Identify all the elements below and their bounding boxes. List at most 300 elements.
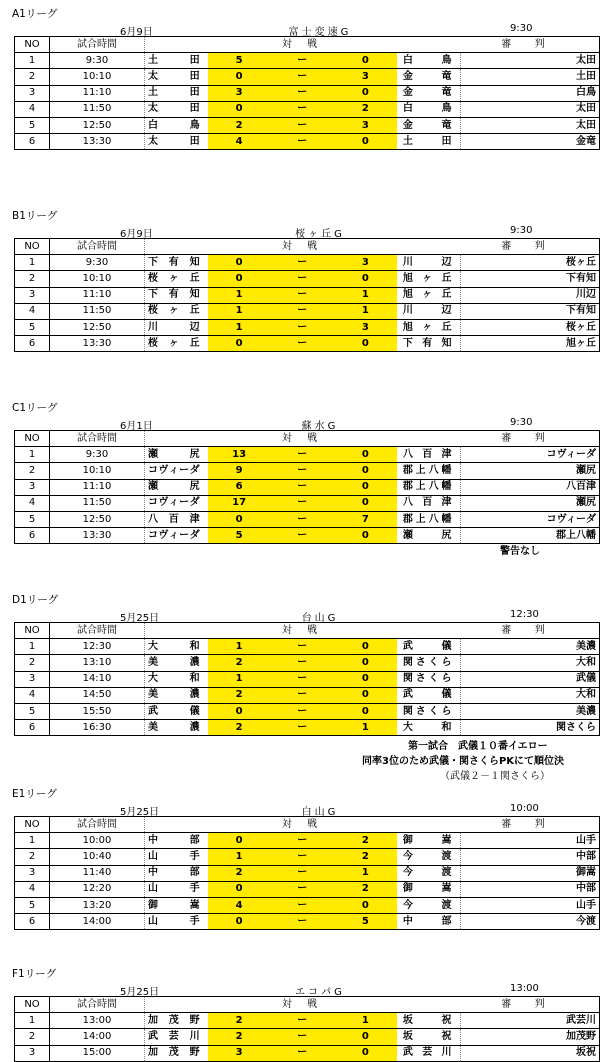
home-score: 9 xyxy=(208,463,271,479)
table-row xyxy=(15,479,600,495)
home-team xyxy=(145,720,208,736)
score-dash: ー xyxy=(271,255,334,271)
score-dash: ー xyxy=(271,463,334,479)
venue-name: 富士変速G xyxy=(288,27,352,38)
referee: 白鳥 xyxy=(460,85,600,101)
score-dash: ー xyxy=(271,479,334,495)
referee: 下有知 xyxy=(460,303,600,319)
league-name: C1リーグ xyxy=(12,402,58,414)
away-score: 3 xyxy=(334,319,397,335)
home-team xyxy=(145,85,208,101)
home-score: 2 xyxy=(208,687,271,703)
table-row xyxy=(15,865,600,881)
team-char: ヶ xyxy=(168,272,179,284)
away-team xyxy=(397,255,460,271)
team-char: 知 xyxy=(441,337,452,349)
table-header xyxy=(15,817,600,833)
home-team xyxy=(145,671,208,687)
table-row xyxy=(15,849,600,865)
league-name: B1リーグ xyxy=(12,210,58,222)
team-char: 中 xyxy=(148,867,158,879)
team-char: 津 xyxy=(189,513,200,525)
away-team xyxy=(397,336,460,352)
team-char: 金 xyxy=(402,119,413,131)
team-char: 郡 xyxy=(402,513,413,525)
team-char: 今 xyxy=(402,899,413,911)
team-char: 手 xyxy=(189,915,200,927)
referee: 太田 xyxy=(460,53,600,69)
away-score: 3 xyxy=(334,117,397,133)
referee: 御嵩 xyxy=(460,865,600,881)
away-team xyxy=(397,53,460,69)
match-time: 13:30 xyxy=(50,528,145,544)
team-char: 茂 xyxy=(168,1047,179,1059)
home-score: 1 xyxy=(208,303,271,319)
team-char: ら xyxy=(441,656,452,668)
header-no: NO xyxy=(15,623,50,639)
away-team xyxy=(397,1045,460,1061)
schedule-table xyxy=(14,816,600,930)
referee: 山手 xyxy=(460,833,600,849)
table-row xyxy=(15,1029,600,1045)
referee: 山手 xyxy=(460,897,600,913)
match-no: 3 xyxy=(15,85,50,101)
team-char: く xyxy=(428,656,439,668)
schedule-table xyxy=(14,996,600,1062)
referee: 中部 xyxy=(460,881,600,897)
home-score: 4 xyxy=(208,134,271,150)
table-row xyxy=(15,117,600,133)
table-row xyxy=(15,1013,600,1029)
away-team xyxy=(397,287,460,303)
home-score: 1 xyxy=(208,319,271,335)
score-dash: ー xyxy=(271,1029,334,1045)
referee: 瀬尻 xyxy=(460,495,600,511)
venue-name: 台山G xyxy=(301,613,339,624)
away-team xyxy=(397,117,460,133)
score-dash: ー xyxy=(271,1045,334,1061)
score-dash: ー xyxy=(271,639,334,655)
match-time: 16:30 xyxy=(50,720,145,736)
team-char: 丘 xyxy=(189,337,200,349)
away-score: 5 xyxy=(334,914,397,930)
match-time: 11:50 xyxy=(50,303,145,319)
away-score: 1 xyxy=(334,287,397,303)
team-char: 百 xyxy=(168,513,179,525)
team-char: 有 xyxy=(422,337,433,349)
home-team xyxy=(145,303,208,319)
away-score: 0 xyxy=(334,134,397,150)
team-char: 部 xyxy=(189,867,200,879)
score-dash: ー xyxy=(271,720,334,736)
home-team xyxy=(145,255,208,271)
away-team xyxy=(397,720,460,736)
table-row xyxy=(15,687,600,703)
home-team xyxy=(145,865,208,881)
team-char: 今 xyxy=(402,850,413,862)
team-char: 川 xyxy=(148,321,158,333)
match-no: 6 xyxy=(15,134,50,150)
team-char: 濃 xyxy=(189,721,200,733)
score-dash: ー xyxy=(271,914,334,930)
match-no: 5 xyxy=(15,117,50,133)
team-char: 丘 xyxy=(441,321,452,333)
match-no: 2 xyxy=(15,463,50,479)
team-char: 祝 xyxy=(441,1014,452,1026)
away-team xyxy=(397,865,460,881)
away-score: 0 xyxy=(334,687,397,703)
team-char: 中 xyxy=(148,834,158,846)
team-char: 八 xyxy=(148,513,158,525)
away-team xyxy=(397,914,460,930)
team-char: 田 xyxy=(441,135,452,147)
team-char: 嵩 xyxy=(441,883,452,895)
team-char: 渡 xyxy=(441,850,452,862)
league-name: A1リーグ xyxy=(12,8,58,20)
away-score: 3 xyxy=(334,69,397,85)
away-team xyxy=(397,655,460,671)
score-dash: ー xyxy=(271,865,334,881)
team-char: 桜 xyxy=(148,337,158,349)
team-char: 加 xyxy=(148,1014,158,1026)
referee: 土田 xyxy=(460,69,600,85)
team-char: 儀 xyxy=(441,640,452,652)
table-row xyxy=(15,833,600,849)
team-char: ダ xyxy=(189,529,200,541)
match-date: 6月9日 xyxy=(120,229,153,240)
team-char: ィ xyxy=(168,497,179,509)
referee: 美濃 xyxy=(460,703,600,719)
header-versus: 対 戦 xyxy=(145,997,461,1013)
match-time: 13:00 xyxy=(50,1013,145,1029)
team-char: 鳥 xyxy=(441,103,452,115)
match-time: 13:10 xyxy=(50,655,145,671)
team-char: 武 xyxy=(402,689,413,701)
team-char: ヶ xyxy=(422,289,433,301)
team-char: 美 xyxy=(148,656,158,668)
header-referee: 審 判 xyxy=(460,239,600,255)
home-score: 6 xyxy=(208,479,271,495)
team-char: ら xyxy=(441,673,452,685)
team-char: 川 xyxy=(189,1030,200,1042)
away-score: 0 xyxy=(334,53,397,69)
team-char: 丘 xyxy=(441,272,452,284)
match-no: 1 xyxy=(15,833,50,849)
score-dash: ー xyxy=(271,687,334,703)
team-char: 辺 xyxy=(441,305,452,317)
away-team xyxy=(397,303,460,319)
match-date: 6月1日 xyxy=(120,421,153,432)
table-row xyxy=(15,101,600,117)
home-score: 2 xyxy=(208,865,271,881)
home-score: 2 xyxy=(208,655,271,671)
away-score: 0 xyxy=(334,463,397,479)
match-no: 1 xyxy=(15,53,50,69)
team-char: 八 xyxy=(428,464,439,476)
home-score: 0 xyxy=(208,511,271,527)
team-char: 和 xyxy=(189,673,200,685)
start-time: 13:00 xyxy=(510,983,539,994)
match-time: 12:50 xyxy=(50,117,145,133)
table-row xyxy=(15,319,600,335)
score-dash: ー xyxy=(271,671,334,687)
home-team xyxy=(145,271,208,287)
team-char: 今 xyxy=(402,867,413,879)
team-char: 鳥 xyxy=(189,119,200,131)
match-no: 5 xyxy=(15,511,50,527)
away-team xyxy=(397,101,460,117)
team-char: 土 xyxy=(148,54,158,66)
home-score: 5 xyxy=(208,53,271,69)
home-score: 0 xyxy=(208,69,271,85)
header-referee: 審 判 xyxy=(460,817,600,833)
team-char: 部 xyxy=(189,834,200,846)
match-no: 6 xyxy=(15,528,50,544)
home-score: 1 xyxy=(208,287,271,303)
team-char: 幡 xyxy=(441,464,452,476)
score-dash: ー xyxy=(271,319,334,335)
match-time: 9:30 xyxy=(50,255,145,271)
team-char: 御 xyxy=(402,834,413,846)
team-char: 金 xyxy=(402,70,413,82)
match-time: 14:50 xyxy=(50,687,145,703)
header-time: 試合時間 xyxy=(50,239,145,255)
match-no: 3 xyxy=(15,479,50,495)
team-char: コ xyxy=(148,497,158,509)
match-no: 4 xyxy=(15,881,50,897)
header-no: NO xyxy=(15,239,50,255)
table-row xyxy=(15,85,600,101)
team-char: 金 xyxy=(402,87,413,99)
header-versus: 対 戦 xyxy=(145,623,461,639)
team-char: 田 xyxy=(189,70,200,82)
team-char: 茂 xyxy=(168,1014,179,1026)
home-score: 1 xyxy=(208,671,271,687)
match-time: 14:10 xyxy=(50,671,145,687)
team-char: 八 xyxy=(402,448,413,460)
league-note: 第一試合 武儀１０番イエロー xyxy=(408,741,548,752)
team-char: 瀬 xyxy=(148,448,158,460)
table-row xyxy=(15,914,600,930)
team-char: 辺 xyxy=(441,256,452,268)
home-team xyxy=(145,833,208,849)
away-score: 1 xyxy=(334,720,397,736)
home-team xyxy=(145,101,208,117)
match-time: 15:00 xyxy=(50,1045,145,1061)
home-team xyxy=(145,134,208,150)
league-name: F1リーグ xyxy=(12,968,57,980)
away-team xyxy=(397,833,460,849)
team-char: 加 xyxy=(148,1047,158,1059)
match-time: 13:20 xyxy=(50,897,145,913)
match-no: 2 xyxy=(15,69,50,85)
away-team xyxy=(397,447,460,463)
referee: 美濃 xyxy=(460,639,600,655)
match-time: 11:50 xyxy=(50,101,145,117)
team-char: 有 xyxy=(168,289,179,301)
home-team xyxy=(145,528,208,544)
away-score: 3 xyxy=(334,255,397,271)
home-team xyxy=(145,479,208,495)
match-no: 1 xyxy=(15,447,50,463)
table-row xyxy=(15,720,600,736)
team-char: 川 xyxy=(441,1047,452,1059)
home-score: 2 xyxy=(208,1013,271,1029)
team-char: 濃 xyxy=(189,656,200,668)
score-dash: ー xyxy=(271,703,334,719)
team-char: 山 xyxy=(148,915,158,927)
home-team xyxy=(145,1045,208,1061)
team-char: 桜 xyxy=(148,272,158,284)
header-time: 試合時間 xyxy=(50,431,145,447)
score-dash: ー xyxy=(271,101,334,117)
header-referee: 審 判 xyxy=(460,997,600,1013)
away-team xyxy=(397,319,460,335)
match-no: 4 xyxy=(15,687,50,703)
team-char: 関 xyxy=(402,656,413,668)
away-team xyxy=(397,881,460,897)
team-char: ダ xyxy=(189,464,200,476)
home-score: 1 xyxy=(208,849,271,865)
team-char: 大 xyxy=(402,721,413,733)
team-char: 田 xyxy=(189,135,200,147)
match-time: 15:50 xyxy=(50,703,145,719)
home-score: 4 xyxy=(208,897,271,913)
table-row xyxy=(15,447,600,463)
team-char: 上 xyxy=(415,481,426,493)
team-char: 瀬 xyxy=(148,481,158,493)
team-char: ィ xyxy=(168,529,179,541)
team-char: 手 xyxy=(189,883,200,895)
away-score: 0 xyxy=(334,447,397,463)
home-team xyxy=(145,117,208,133)
table-row xyxy=(15,255,600,271)
table-row xyxy=(15,134,600,150)
team-char: 田 xyxy=(189,87,200,99)
match-no: 2 xyxy=(15,849,50,865)
team-char: 丘 xyxy=(441,289,452,301)
match-time: 12:20 xyxy=(50,881,145,897)
team-char: 尻 xyxy=(189,481,200,493)
match-time: 14:00 xyxy=(50,1029,145,1045)
team-char: 嵩 xyxy=(441,834,452,846)
team-char: 芸 xyxy=(422,1047,433,1059)
venue-name: 蘇水G xyxy=(301,421,339,432)
team-char: 鳥 xyxy=(441,54,452,66)
header-time: 試合時間 xyxy=(50,817,145,833)
score-dash: ー xyxy=(271,897,334,913)
home-score: 2 xyxy=(208,1029,271,1045)
home-team xyxy=(145,703,208,719)
match-no: 3 xyxy=(15,287,50,303)
referee: 旭ヶ丘 xyxy=(460,336,600,352)
score-dash: ー xyxy=(271,447,334,463)
team-char: 白 xyxy=(402,54,413,66)
referee: 関さくら xyxy=(460,720,600,736)
match-time: 10:40 xyxy=(50,849,145,865)
header-time: 試合時間 xyxy=(50,623,145,639)
table-row xyxy=(15,655,600,671)
team-char: 関 xyxy=(402,705,413,717)
match-no: 1 xyxy=(15,639,50,655)
league-note: 警告なし xyxy=(500,546,540,557)
home-score: 0 xyxy=(208,336,271,352)
team-char: ヴ xyxy=(158,497,169,509)
referee: 川辺 xyxy=(460,287,600,303)
team-char: 芸 xyxy=(168,1030,179,1042)
home-score: 1 xyxy=(208,639,271,655)
team-char: 坂 xyxy=(402,1014,413,1026)
home-score: 13 xyxy=(208,447,271,463)
team-char: 八 xyxy=(428,481,439,493)
referee: 八百津 xyxy=(460,479,600,495)
team-char: 百 xyxy=(422,497,433,509)
match-no: 4 xyxy=(15,303,50,319)
team-char: 渡 xyxy=(441,899,452,911)
league-note: 同率3位のため武儀・関さくらPKにて順位決 xyxy=(362,756,565,767)
team-char: 武 xyxy=(402,1047,413,1059)
match-time: 10:10 xyxy=(50,271,145,287)
match-no: 5 xyxy=(15,703,50,719)
team-char: ィ xyxy=(168,464,179,476)
referee: 坂祝 xyxy=(460,1045,600,1061)
team-char: 美 xyxy=(148,721,158,733)
team-char: ヶ xyxy=(168,305,179,317)
team-char: 関 xyxy=(402,673,413,685)
score-dash: ー xyxy=(271,655,334,671)
away-score: 1 xyxy=(334,865,397,881)
team-char: さ xyxy=(415,656,426,668)
score-dash: ー xyxy=(271,881,334,897)
home-team xyxy=(145,336,208,352)
venue-name: 白山G xyxy=(301,807,339,818)
start-time: 10:00 xyxy=(510,803,539,814)
table-row xyxy=(15,639,600,655)
referee: 中部 xyxy=(460,849,600,865)
away-team xyxy=(397,479,460,495)
team-char: さ xyxy=(415,705,426,717)
score-dash: ー xyxy=(271,833,334,849)
team-char: 旭 xyxy=(402,321,413,333)
away-team xyxy=(397,849,460,865)
team-char: ヶ xyxy=(422,321,433,333)
match-no: 6 xyxy=(15,914,50,930)
match-time: 10:00 xyxy=(50,833,145,849)
match-time: 9:30 xyxy=(50,447,145,463)
score-dash: ー xyxy=(271,1013,334,1029)
referee: 大和 xyxy=(460,655,600,671)
header-no: NO xyxy=(15,817,50,833)
away-score: 0 xyxy=(334,479,397,495)
match-no: 4 xyxy=(15,101,50,117)
match-date: 6月9日 xyxy=(120,27,153,38)
match-no: 3 xyxy=(15,865,50,881)
header-versus: 対 戦 xyxy=(145,239,461,255)
team-char: ヴ xyxy=(158,464,169,476)
match-no: 2 xyxy=(15,655,50,671)
schedule-table xyxy=(14,36,600,150)
table-header xyxy=(15,431,600,447)
home-team xyxy=(145,687,208,703)
team-char: 尻 xyxy=(189,448,200,460)
team-char: 土 xyxy=(402,135,413,147)
team-char: 知 xyxy=(189,256,200,268)
team-char: 川 xyxy=(402,256,413,268)
home-team xyxy=(145,639,208,655)
header-referee: 審 判 xyxy=(460,623,600,639)
team-char: 和 xyxy=(189,640,200,652)
score-dash: ー xyxy=(271,511,334,527)
